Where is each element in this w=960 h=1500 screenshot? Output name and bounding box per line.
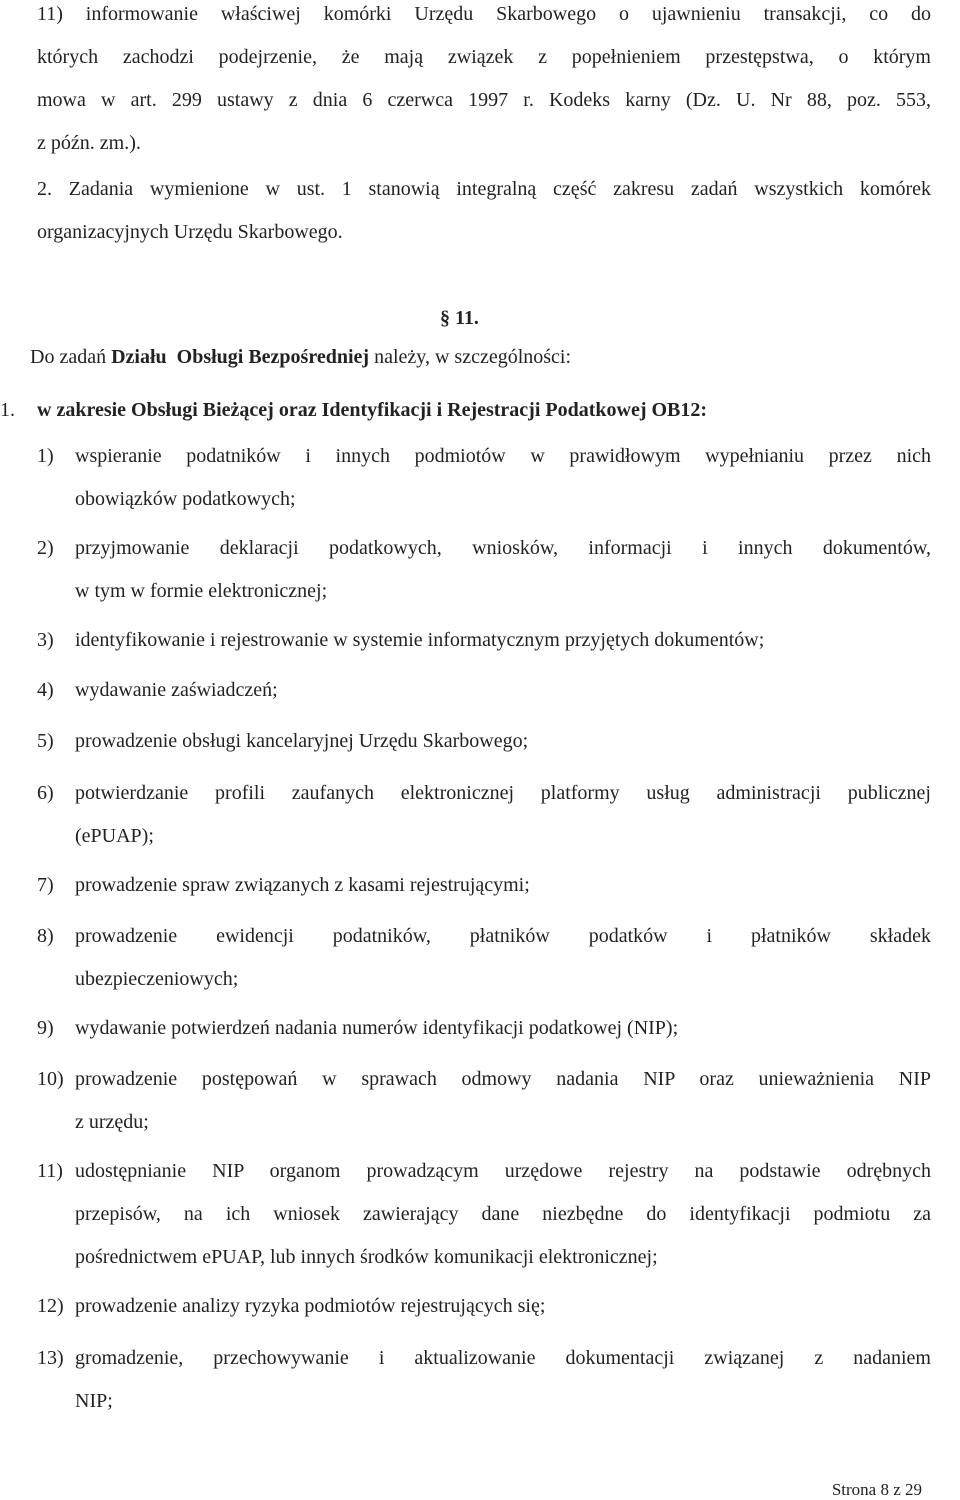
section-intro — [30, 345, 571, 369]
list-item — [75, 536, 931, 622]
page-footer: Strona 8 z 29 — [831, 1480, 922, 1499]
list-item-number: 8) — [37, 925, 54, 947]
list-item-number: 1) — [37, 445, 54, 467]
section-intro-bold: Działu Obsługi Bezpośredniej — [111, 346, 370, 368]
list-item — [75, 628, 931, 671]
list-item-number: 11) — [37, 1160, 63, 1182]
list-item-line: prowadzenie ewidencji podatników, płatników podatków i płatników składek — [75, 925, 931, 947]
list-item-line: z urzędu; — [75, 1111, 149, 1133]
list-item-line: prowadzenie spraw związanych z kasami rejestrującymi; — [75, 874, 530, 896]
list-item — [75, 924, 931, 1010]
list-item — [75, 1159, 931, 1288]
list-item-number: 5) — [37, 730, 54, 752]
list-item — [75, 873, 931, 916]
list-item-number: 4) — [37, 679, 54, 701]
list-item-line: pośrednictwem ePUAP, lub innych środków komunikacji elektronicznej; — [75, 1246, 658, 1268]
list-item-number: 2) — [37, 537, 54, 559]
list-item-line: (ePUAP); — [75, 825, 154, 847]
section-heading: § 11. — [440, 307, 479, 329]
intro-item-line-1: 11) informowanie właściwej komórki Urzędu Skarbowego o ujawnieniu transakcji, co do — [37, 3, 931, 25]
list-item-number: 3) — [37, 629, 54, 651]
list-item — [75, 1067, 931, 1153]
intro-item-line-2: których zachodzi podejrzenie, że mają związek z popełnieniem przestępstwa, o którym — [37, 46, 931, 68]
list-item-line: prowadzenie postępowań w sprawach odmowy nadania NIP oraz unieważnienia NIP — [75, 1068, 931, 1090]
list-item-number: 10) — [37, 1068, 64, 1090]
list-item-line: prowadzenie analizy ryzyka podmiotów rejestrujących się; — [75, 1295, 546, 1317]
list-item — [75, 781, 931, 867]
list-item-line: przepisów, na ich wniosek zawierający dane niezbędne do identyfikacji podmiotu za — [75, 1203, 931, 1225]
list-item-line: potwierdzanie profili zaufanych elektronicznej platformy usług administracji publicznej — [75, 782, 931, 804]
list-item — [75, 729, 931, 772]
list-item-number: 12) — [37, 1295, 64, 1317]
point2-line-1: 2. Zadania wymienione w ust. 1 stanowią integralną część zakresu zadań wszystkich komórek — [37, 178, 931, 200]
list-item-number: 13) — [37, 1347, 64, 1369]
list-item-line: gromadzenie, przechowywanie i aktualizowanie dokumentacji związanej z nadaniem — [75, 1347, 931, 1369]
list-item-line: w tym w formie elektronicznej; — [75, 580, 328, 602]
list-item — [75, 1294, 931, 1337]
section-intro-suffix: należy, w szczególności: — [369, 346, 572, 368]
list-item-number: 9) — [37, 1017, 54, 1039]
list-item-line: przyjmowanie deklaracji podatkowych, wniosków, informacji i innych dokumentów, — [75, 537, 931, 559]
list-item-number: 7) — [37, 874, 54, 896]
list-item-line: wydawanie zaświadczeń; — [75, 679, 278, 701]
list-item-line: identyfikowanie i rejestrowanie w systemie informatycznym przyjętych dokumentów; — [75, 629, 765, 651]
section-intro-prefix: Do zadań — [30, 346, 112, 368]
list-item-line: obowiązków podatkowych; — [75, 488, 296, 510]
point2-line-2: organizacyjnych Urzędu Skarbowego. — [37, 221, 343, 243]
subsection-title: w zakresie Obsługi Bieżącej oraz Identyfikacji i Rejestracji Podatkowej OB12: — [37, 399, 708, 421]
list-item-line: ubezpieczeniowych; — [75, 968, 239, 990]
intro-item-line-4: z późn. zm.). — [37, 132, 141, 154]
intro-item-line-3: mowa w art. 299 ustawy z dnia 6 czerwca 1997 r. Kodeks karny (Dz. U. Nr 88, poz. 553, — [37, 89, 931, 111]
list-item — [75, 678, 931, 721]
list-item — [75, 444, 931, 530]
list-item-line: prowadzenie obsługi kancelaryjnej Urzędu Skarbowego; — [75, 730, 529, 752]
list-item — [75, 1016, 931, 1059]
list-item-number: 6) — [37, 782, 54, 804]
list-item — [75, 1346, 931, 1432]
list-item-line: udostępnianie NIP organom prowadzącym urzędowe rejestry na podstawie odrębnych — [75, 1160, 931, 1182]
list-item-line: wydawanie potwierdzeń nadania numerów identyfikacji podatkowej (NIP); — [75, 1017, 679, 1039]
subsection-number: 1. — [0, 399, 15, 421]
list-item-line: wspieranie podatników i innych podmiotów w prawidłowym wypełnianiu przez nich — [75, 445, 931, 467]
list-item-line: NIP; — [75, 1390, 113, 1412]
